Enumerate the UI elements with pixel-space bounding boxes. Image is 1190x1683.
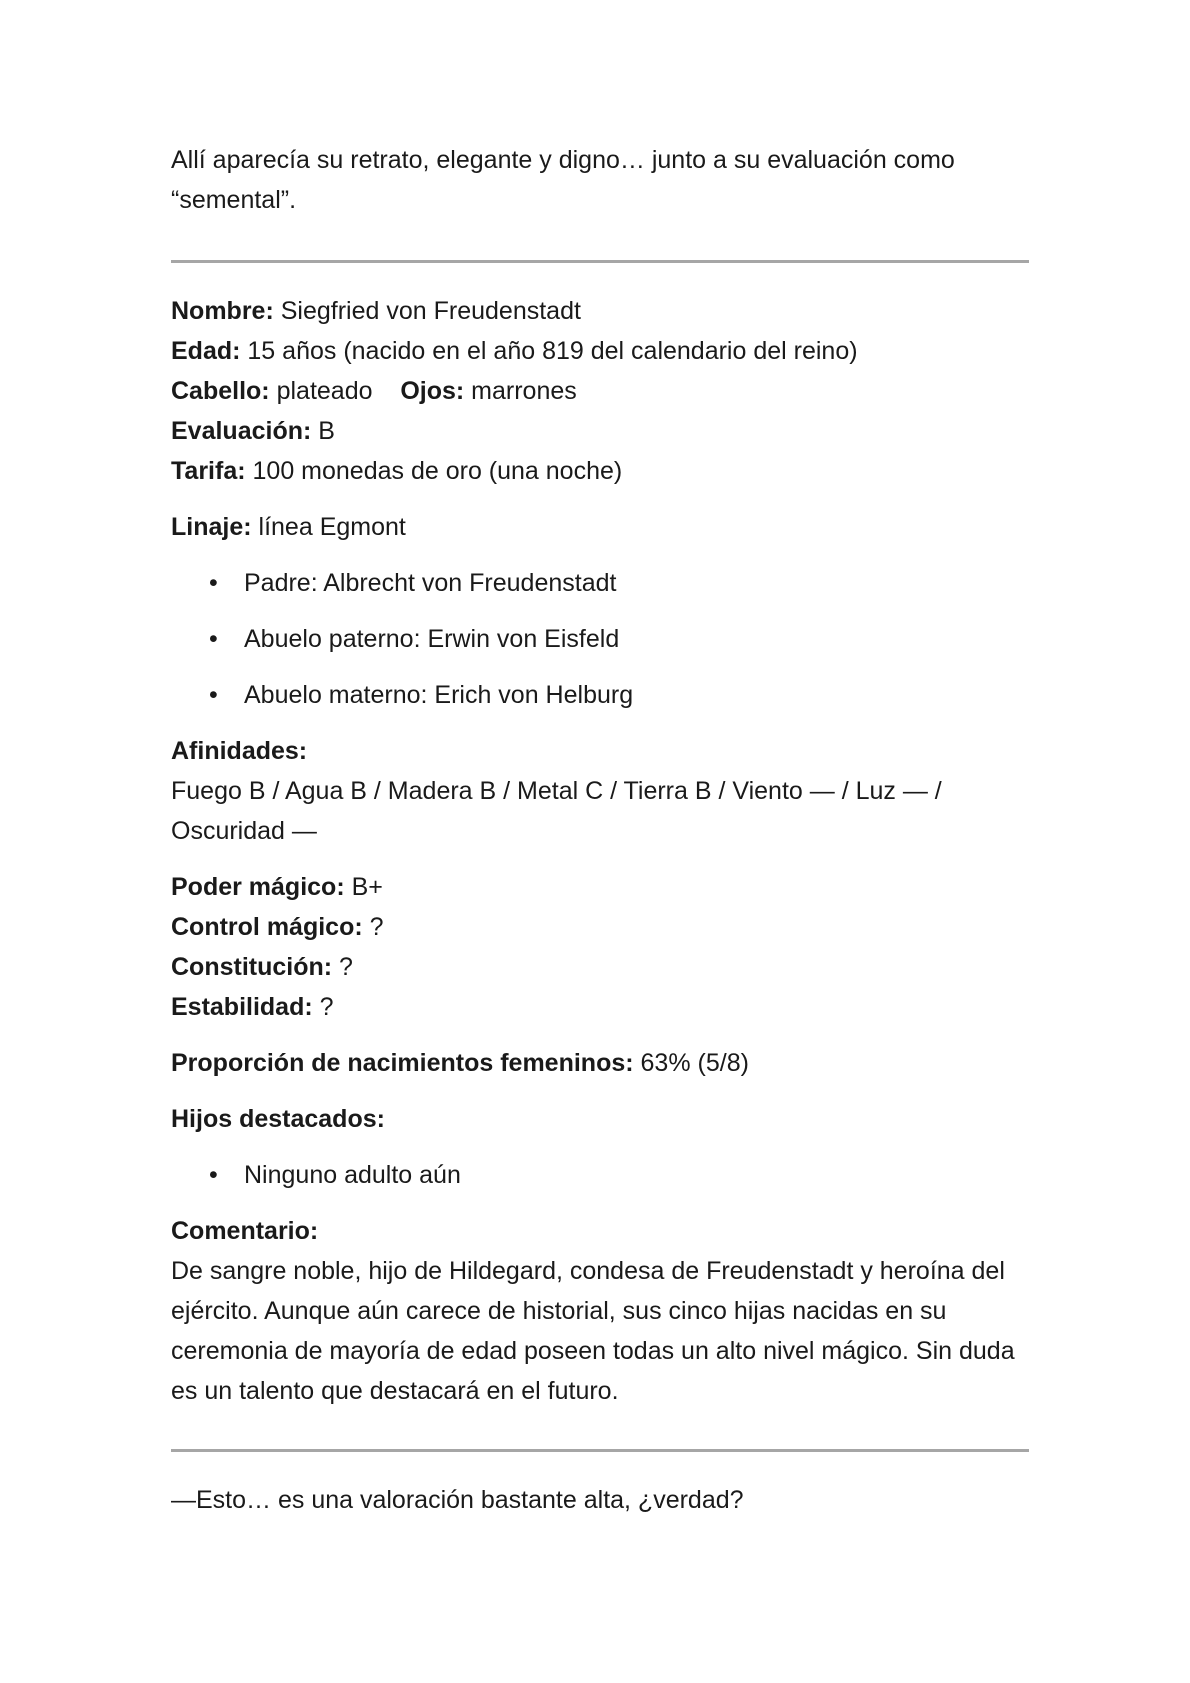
field-poder xyxy=(171,867,1029,907)
field-comentario-value: De sangre noble, hijo de Hildegard, condesa de Freudenstadt y heroína del ejército. Aunque aún carece de historial, sus cinco hijas nacidas en su ceremonia de mayoría de edad poseen todas un alto nivel mágico. Sin duda es un talento que destacará en el futuro. xyxy=(171,1257,1015,1405)
field-constitucion xyxy=(171,947,1029,987)
field-cabello-value: plateado xyxy=(276,377,373,405)
intro-paragraph: Allí aparecía su retrato, elegante y digno… junto a su evaluación como “semental”. xyxy=(171,146,955,214)
field-poder-value: B+ xyxy=(351,873,383,901)
lineage-list xyxy=(171,563,1029,715)
document-page xyxy=(171,140,1029,1520)
lineage-item-text: Abuelo paterno: Erwin von Eisfeld xyxy=(244,625,620,653)
list-item xyxy=(171,563,1029,603)
bullet-icon: • xyxy=(209,1161,218,1189)
field-tarifa xyxy=(171,451,1029,491)
field-control-value: ? xyxy=(369,913,384,941)
children-list xyxy=(171,1155,1029,1195)
field-proporcion-label: Proporción de nacimientos femeninos: xyxy=(171,1049,634,1077)
field-hijos-label: Hijos destacados: xyxy=(171,1105,385,1133)
field-nombre-label: Nombre: xyxy=(171,297,274,325)
female-birth-ratio-block xyxy=(171,1043,1029,1083)
field-linaje-label: Linaje: xyxy=(171,513,252,541)
lineage-block xyxy=(171,507,1029,715)
closing-dialogue: —Esto… es una valoración bastante alta, ¿verdad? xyxy=(171,1486,744,1514)
field-estabilidad-label: Estabilidad: xyxy=(171,993,313,1021)
field-cabello-label: Cabello: xyxy=(171,377,270,405)
field-proporcion-value: 63% (5/8) xyxy=(640,1049,749,1077)
field-control xyxy=(171,907,1029,947)
field-nombre-value: Siegfried von Freudenstadt xyxy=(280,297,581,325)
notable-children-block xyxy=(171,1099,1029,1195)
profile-card xyxy=(171,291,1029,1411)
lineage-item-text: Padre: Albrecht von Freudenstadt xyxy=(244,569,617,597)
comment-block xyxy=(171,1211,1029,1411)
field-linaje-value: línea Egmont xyxy=(258,513,406,541)
field-tarifa-label: Tarifa: xyxy=(171,457,246,485)
field-constitucion-label: Constitución: xyxy=(171,953,333,981)
child-item-text: Ninguno adulto aún xyxy=(244,1161,461,1189)
field-edad-label: Edad: xyxy=(171,337,241,365)
field-estabilidad xyxy=(171,987,1029,1027)
magic-stats-block xyxy=(171,867,1029,1027)
field-evaluacion-value: B xyxy=(318,417,335,445)
field-tarifa-value: 100 monedas de oro (una noche) xyxy=(252,457,623,485)
field-nombre xyxy=(171,291,1029,331)
field-afinidades-label: Afinidades: xyxy=(171,737,308,765)
field-ojos-value: marrones xyxy=(471,377,577,405)
field-control-label: Control mágico: xyxy=(171,913,363,941)
bullet-icon: • xyxy=(209,625,218,653)
bottom-divider xyxy=(171,1449,1029,1452)
field-edad xyxy=(171,331,1029,371)
field-edad-value: 15 años (nacido en el año 819 del calendario del reino) xyxy=(247,337,858,365)
field-evaluacion xyxy=(171,411,1029,451)
bullet-icon: • xyxy=(209,569,218,597)
field-linaje xyxy=(171,507,1029,547)
list-item xyxy=(171,1155,1029,1195)
field-proporcion xyxy=(171,1043,1029,1083)
top-divider xyxy=(171,260,1029,263)
list-item xyxy=(171,619,1029,659)
lineage-item-text: Abuelo materno: Erich von Helburg xyxy=(244,681,634,709)
field-evaluacion-label: Evaluación: xyxy=(171,417,312,445)
field-ojos-label: Ojos: xyxy=(400,377,465,405)
bullet-icon: • xyxy=(209,681,218,709)
affinities-block xyxy=(171,731,1029,851)
basic-info-block xyxy=(171,291,1029,491)
field-constitucion-value: ? xyxy=(339,953,353,981)
field-comentario-label: Comentario: xyxy=(171,1217,319,1245)
field-poder-label: Poder mágico: xyxy=(171,873,345,901)
field-cabello-ojos xyxy=(171,371,1029,411)
list-item xyxy=(171,675,1029,715)
field-afinidades-value: Fuego B / Agua B / Madera B / Metal C / Tierra B / Viento — / Luz — / Oscuridad — xyxy=(171,777,942,845)
field-estabilidad-value: ? xyxy=(319,993,334,1021)
